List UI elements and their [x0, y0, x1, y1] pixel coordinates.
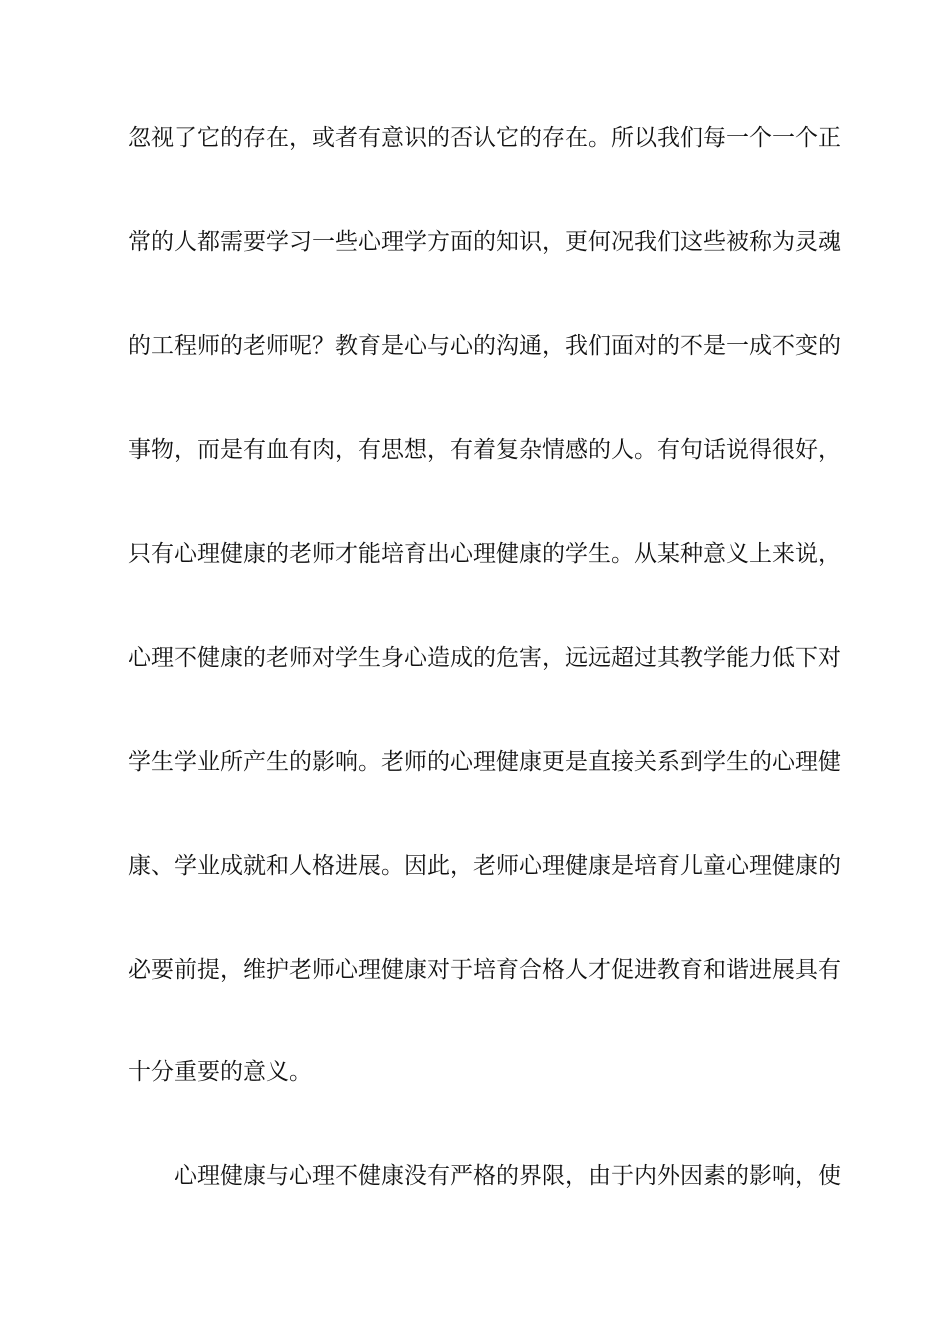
text-line: 必要前提，维护老师心理健康对于培育合格人才促进教育和谐进展具有 — [128, 957, 841, 983]
text-line: 学生学业所产生的影响。老师的心理健康更是直接关系到学生的心理健 — [128, 749, 841, 775]
text-line: 的工程师的老师呢？教育是心与心的沟通，我们面对的不是一成不变的 — [128, 333, 841, 359]
paragraph-start-line: 心理健康与心理不健康没有严格的界限，由于内外因素的影响，使 — [174, 1163, 841, 1189]
text-line: 只有心理健康的老师才能培育出心理健康的学生。从某种意义上来说， — [128, 541, 841, 567]
text-line: 心理不健康的老师对学生身心造成的危害，远远超过其教学能力低下对 — [128, 645, 841, 671]
text-line: 忽视了它的存在，或者有意识的否认它的存在。所以我们每一个一个正 — [128, 125, 841, 151]
text-line: 常的人都需要学习一些心理学方面的知识，更何况我们这些被称为灵魂 — [128, 229, 841, 255]
text-line: 康、学业成就和人格进展。因此，老师心理健康是培育儿童心理健康的 — [128, 853, 841, 879]
text-line: 事物，而是有血有肉，有思想，有着复杂情感的人。有句话说得很好， — [128, 437, 841, 463]
paragraph-end-line: 十分重要的意义。 — [128, 1059, 312, 1085]
